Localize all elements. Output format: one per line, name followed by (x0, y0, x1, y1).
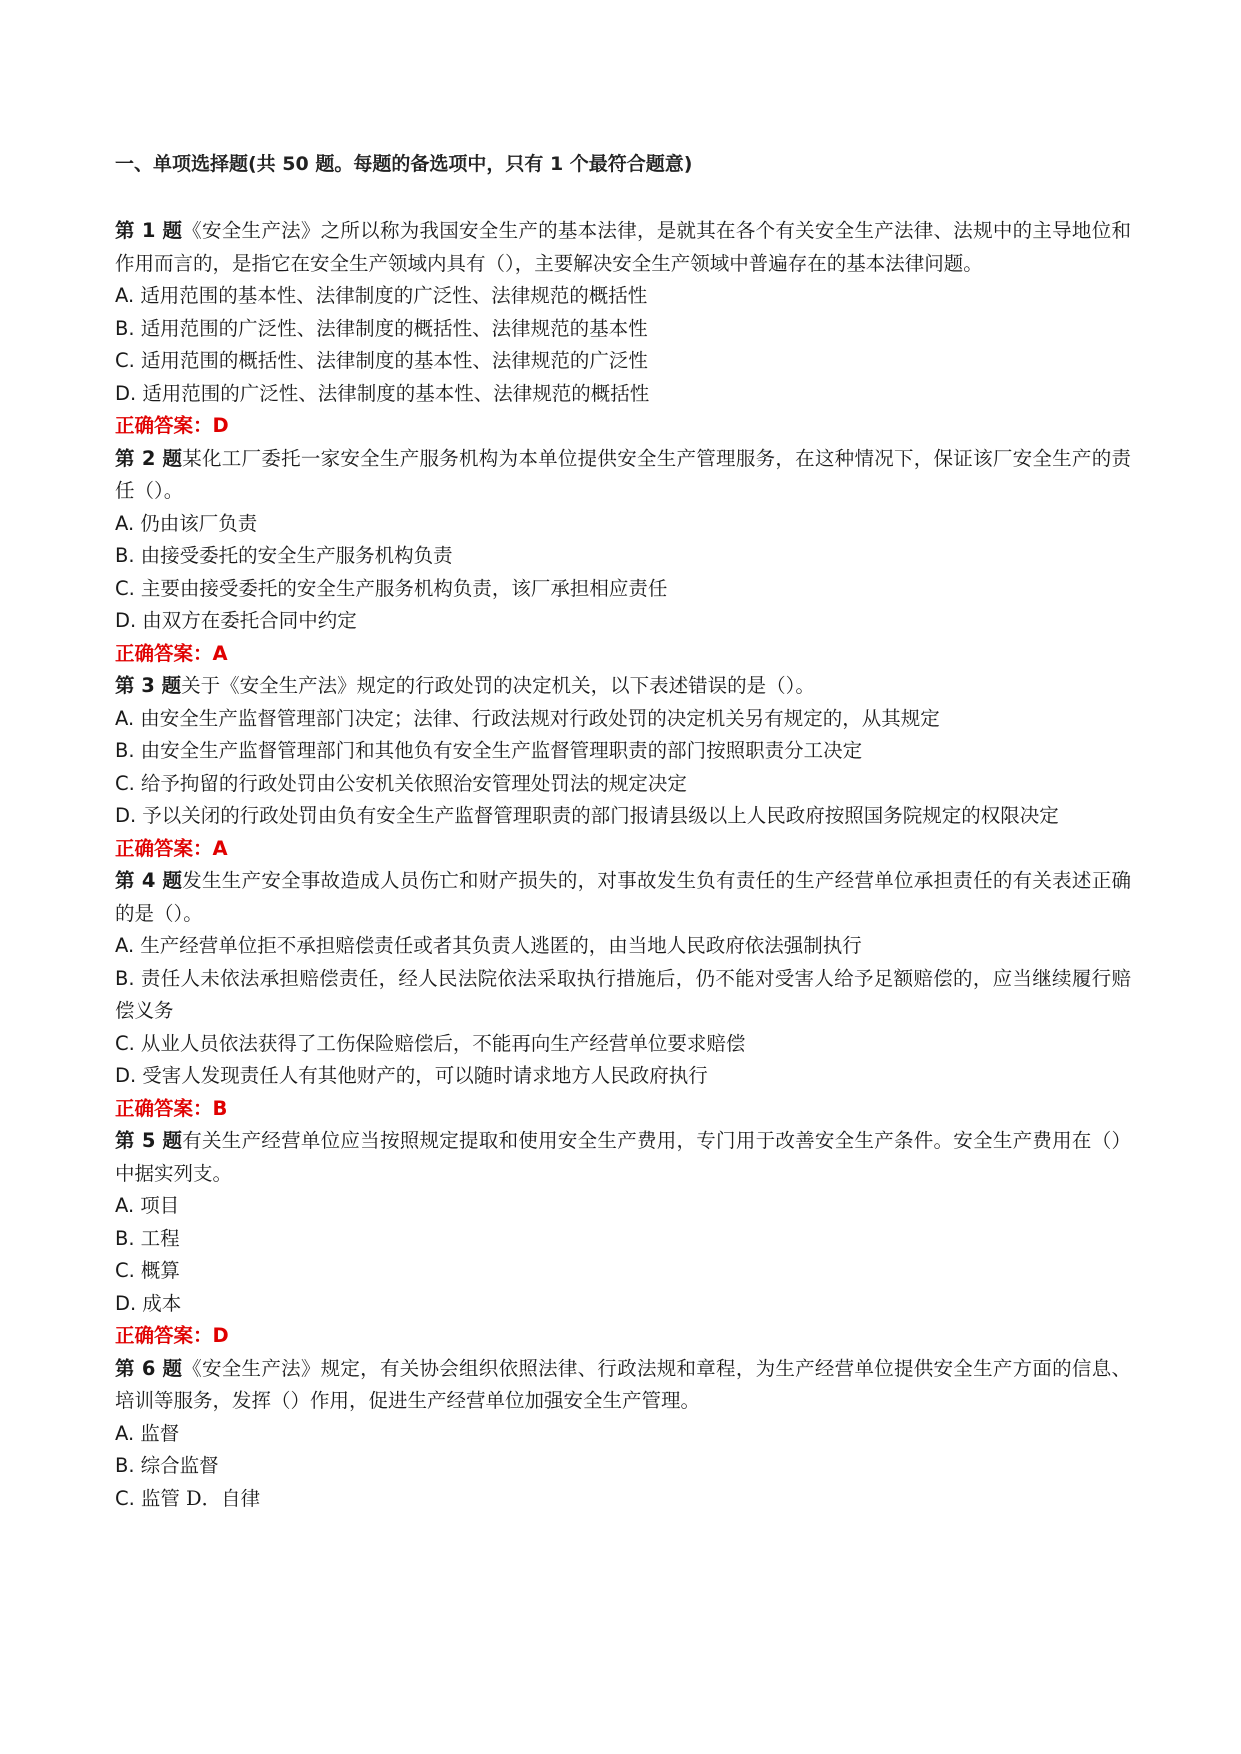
option-letter: B. (115, 1454, 135, 1477)
answer-option (115, 345, 1131, 378)
option-text: 由接受委托的安全生产服务机构负责 (140, 544, 453, 567)
question-stem (115, 1353, 1131, 1418)
answer-option (115, 605, 1131, 638)
correct-answer-value: A (212, 641, 228, 665)
correct-answer-label: 正确答案： (115, 836, 213, 860)
option-letter: D. (115, 381, 137, 405)
option-text: 责任人未依法承担赔偿责任，经人民法院依法采取执行措施后，仍不能对受害人给予足额赔偿的，应当继续履行赔偿义务 (115, 966, 1131, 1022)
option-letter: B. (115, 316, 135, 340)
option-letter: D. (115, 609, 137, 632)
question-block (115, 1353, 1131, 1516)
option-text: 由安全生产监督管理部门和其他负有安全生产监督管理职责的部门按照职责分工决定 (140, 739, 863, 762)
option-text: 综合监督 (140, 1454, 219, 1477)
correct-answer-value: D (212, 414, 229, 437)
correct-answer (115, 410, 1131, 443)
correct-answer-value: B (212, 1096, 228, 1120)
question-text: 发生生产安全事故造成人员伤亡和财产损失的，对事故发生负有责任的生产经营单位承担责任的有关表述正确的是（）。 (115, 869, 1131, 925)
answer-option (115, 1418, 1131, 1451)
answer-option (115, 1483, 1131, 1516)
answer-option (115, 313, 1131, 346)
option-letter: A. (115, 1421, 135, 1445)
option-text: 给予拘留的行政处罚由公安机关依照治安管理处罚法的规定决定 (140, 771, 687, 795)
option-text: 概算 (140, 1259, 180, 1282)
question-number: 第 5 题 (115, 1129, 183, 1152)
question-number: 第 3 题 (115, 674, 182, 697)
option-text: 生产经营单位拒不承担赔偿责任或者其负责人逃匿的，由当地人民政府依法强制执行 (140, 934, 862, 957)
correct-answer-value: D (212, 1324, 229, 1347)
question-text: 有关生产经营单位应当按照规定提取和使用安全生产费用，专门用于改善安全生产条件。安全生产费用在（）中据实列支。 (115, 1129, 1131, 1185)
option-text: 主要由接受委托的安全生产服务机构负责，该厂承担相应责任 (140, 576, 668, 600)
answer-option (115, 280, 1131, 313)
correct-answer-label: 正确答案： (115, 1096, 213, 1120)
option-text: 适用范围的基本性、法律制度的广泛性、法律规范的概括性 (140, 284, 648, 307)
question-stem (115, 670, 1131, 703)
option-text: 适用范围的广泛性、法律制度的概括性、法律规范的基本性 (140, 316, 648, 340)
answer-option (115, 378, 1131, 411)
answer-option (115, 573, 1131, 606)
correct-answer (115, 1320, 1131, 1353)
answer-option (115, 1060, 1131, 1093)
correct-answer-label: 正确答案： (115, 414, 213, 437)
option-letter: A. (115, 706, 135, 730)
option-letter: D. (115, 804, 137, 827)
correct-answer-label: 正确答案： (115, 1324, 213, 1347)
option-letter: B. (115, 544, 135, 567)
option-letter: A. (115, 934, 135, 957)
question-text: 《安全生产法》之所以称为我国安全生产的基本法律，是就其在各个有关安全生产法律、法规中的主导地位和作用而言的，是指它在安全生产领域内具有（），主要解决安全生产领域中普遍存在的基本法律问题。 (115, 219, 1131, 275)
option-text: 项目 (140, 1194, 180, 1217)
question-stem (115, 215, 1131, 280)
option-text: 适用范围的广泛性、法律制度的基本性、法律规范的概括性 (142, 381, 650, 405)
option-letter: A. (115, 1194, 135, 1217)
answer-option (115, 1255, 1131, 1288)
option-letter: C. (115, 576, 135, 600)
option-letter: C. (115, 771, 135, 795)
option-letter: C. (115, 349, 135, 372)
answer-option (115, 1028, 1131, 1061)
option-letter: D. (115, 1064, 137, 1087)
section-title: 一、单项选择题(共 50 题。每题的备选项中，只有 1 个最符合题意) (115, 153, 693, 175)
option-text: 由安全生产监督管理部门决定；法律、行政法规对行政处罚的决定机关另有规定的，从其规定 (140, 706, 940, 730)
question-block (115, 865, 1131, 1125)
option-text: 由双方在委托合同中约定 (142, 609, 357, 632)
answer-option (115, 930, 1131, 963)
question-stem (115, 865, 1131, 930)
question-number: 第 6 题 (115, 1356, 183, 1380)
question-stem (115, 1125, 1131, 1190)
answer-option (115, 1288, 1131, 1321)
question-number: 第 4 题 (115, 869, 183, 892)
answer-option (115, 1223, 1131, 1256)
option-text: 仍由该厂负责 (140, 511, 258, 535)
correct-answer (115, 638, 1131, 671)
correct-answer (115, 1093, 1131, 1126)
question-text: 某化工厂委托一家安全生产服务机构为本单位提供安全生产管理服务，在这种情况下，保证该厂安全生产的责任（）。 (115, 446, 1131, 502)
answer-option (115, 1450, 1131, 1483)
option-letter: D. (115, 1291, 137, 1315)
question-number: 第 1 题 (115, 219, 183, 242)
question-block (115, 1125, 1131, 1353)
answer-option (115, 800, 1131, 833)
answer-option (115, 768, 1131, 801)
question-block (115, 215, 1131, 443)
option-letter: C. (115, 1486, 135, 1510)
option-letter: A. (115, 284, 135, 307)
correct-answer-value: A (212, 836, 228, 860)
question-text: 《安全生产法》规定，有关协会组织依照法律、行政法规和章程，为生产经营单位提供安全生产方面的信息、培训等服务，发挥（）作用，促进生产经营单位加强安全生产管理。 (115, 1356, 1131, 1412)
answer-option (115, 735, 1131, 768)
option-text: 从业人员依法获得了工伤保险赔偿后，不能再向生产经营单位要求赔偿 (140, 1031, 746, 1055)
question-stem (115, 443, 1131, 508)
question-number: 第 2 题 (115, 446, 183, 470)
option-letter: C. (115, 1031, 135, 1055)
question-list (115, 215, 1131, 1515)
correct-answer-label: 正确答案： (115, 641, 213, 665)
option-letter: A. (115, 511, 135, 535)
option-text: 监管 D．自律 (140, 1486, 261, 1510)
answer-option (115, 703, 1131, 736)
option-letter: C. (115, 1259, 135, 1282)
option-letter: B. (115, 739, 135, 762)
answer-option (115, 1190, 1131, 1223)
answer-option (115, 963, 1131, 1028)
question-block (115, 443, 1131, 671)
option-text: 成本 (142, 1291, 182, 1315)
answer-option (115, 540, 1131, 573)
correct-answer (115, 833, 1131, 866)
option-text: 受害人发现责任人有其他财产的，可以随时请求地方人民政府执行 (142, 1064, 708, 1087)
option-text: 予以关闭的行政处罚由负有安全生产监督管理职责的部门报请县级以上人民政府按照国务院规定的权限决定 (142, 804, 1059, 827)
option-text: 监督 (140, 1421, 180, 1445)
question-block (115, 670, 1131, 865)
answer-option (115, 508, 1131, 541)
option-text: 适用范围的概括性、法律制度的基本性、法律规范的广泛性 (140, 349, 648, 372)
option-text: 工程 (140, 1226, 180, 1250)
option-letter: B. (115, 1226, 135, 1250)
question-text: 关于《安全生产法》规定的行政处罚的决定机关，以下表述错误的是（）。 (181, 674, 815, 697)
option-letter: B. (115, 966, 135, 990)
